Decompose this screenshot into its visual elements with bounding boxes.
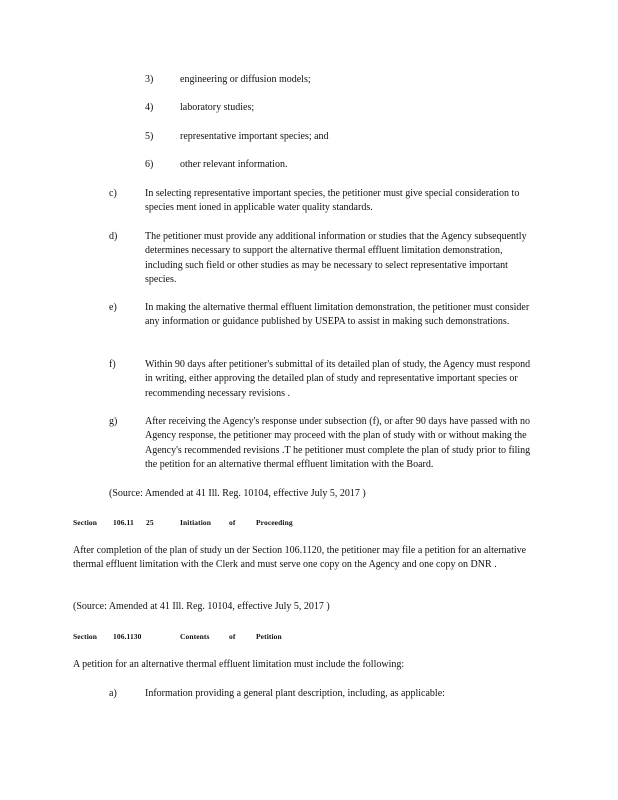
section-title: of: [229, 518, 236, 527]
item-paragraph: The petitioner must provide any additional information or studies that the Agency subsequently determines necessary to support the alternative thermal effluent limitation demonstration, including such field or other studies as may be necessary to select representative important species.: [145, 231, 527, 285]
item-number: 4): [145, 102, 154, 113]
section-number: 106.11: [113, 518, 134, 527]
item-label: a): [109, 688, 117, 699]
source-note: (Source: Amended at 41 Ill. Reg. 10104, effective July 5, 2017 ): [73, 601, 330, 612]
item-text: Information providing a general plant description, including, as applicable:: [145, 688, 445, 699]
item-label: f): [109, 359, 116, 370]
section-title: Initiation: [180, 518, 212, 527]
item-paragraph: In making the alternative thermal effluent limitation demonstration, the petitioner must consider any information or guidance published by USEPA to assist in making such demonstrations.: [145, 302, 530, 328]
section-title: Contents: [180, 632, 210, 641]
item-label: e): [109, 302, 117, 313]
item-text: laboratory studies;: [180, 102, 255, 113]
item-paragraph: Within 90 days after petitioner's submittal of its detailed plan of study, the Agency must respond in writing, either approving the detailed plan of study and representative important species or recommending necessary revisions .: [145, 359, 531, 399]
section-number: 25: [146, 518, 154, 527]
item-paragraph: After receiving the Agency's response under subsection (f), or after 90 days have passed with no Agency response, the petitioner may proceed with the plan of study with or without making the Agency's recommended revisions .T he petitioner must complete the plan of study prior to filing the petition for an alternative thermal effluent limitation with the Board.: [145, 416, 531, 470]
item-paragraph: In selecting representative important species, the petitioner must give special consideration to species ment ioned in applicable water quality standards.: [145, 188, 520, 214]
item-number: 6): [145, 159, 154, 170]
section-word: Section: [73, 632, 98, 641]
item-label: c): [109, 188, 117, 199]
section-title: Proceeding: [256, 518, 293, 527]
section-title: of: [229, 632, 236, 641]
item-number: 3): [145, 74, 154, 85]
item-label: d): [109, 231, 118, 242]
item-number: 5): [145, 131, 154, 142]
section-body: After completion of the plan of study un der Section 106.1120, the petitioner may file a petition for an alternative thermal effluent limitation with the Clerk and must serve one copy on the Agency and one copy on DNR .: [73, 545, 527, 571]
item-label: g): [109, 416, 118, 427]
item-text: other relevant information.: [180, 159, 288, 170]
source-note: (Source: Amended at 41 Ill. Reg. 10104, effective July 5, 2017 ): [109, 488, 366, 499]
section-title: Petition: [256, 632, 282, 641]
item-text: engineering or diffusion models;: [180, 74, 311, 85]
item-text: representative important species; and: [180, 131, 329, 142]
section-word: Section: [73, 518, 98, 527]
section-body: A petition for an alternative thermal effluent limitation must include the following:: [73, 659, 405, 670]
section-number: 106.1130: [113, 632, 142, 641]
